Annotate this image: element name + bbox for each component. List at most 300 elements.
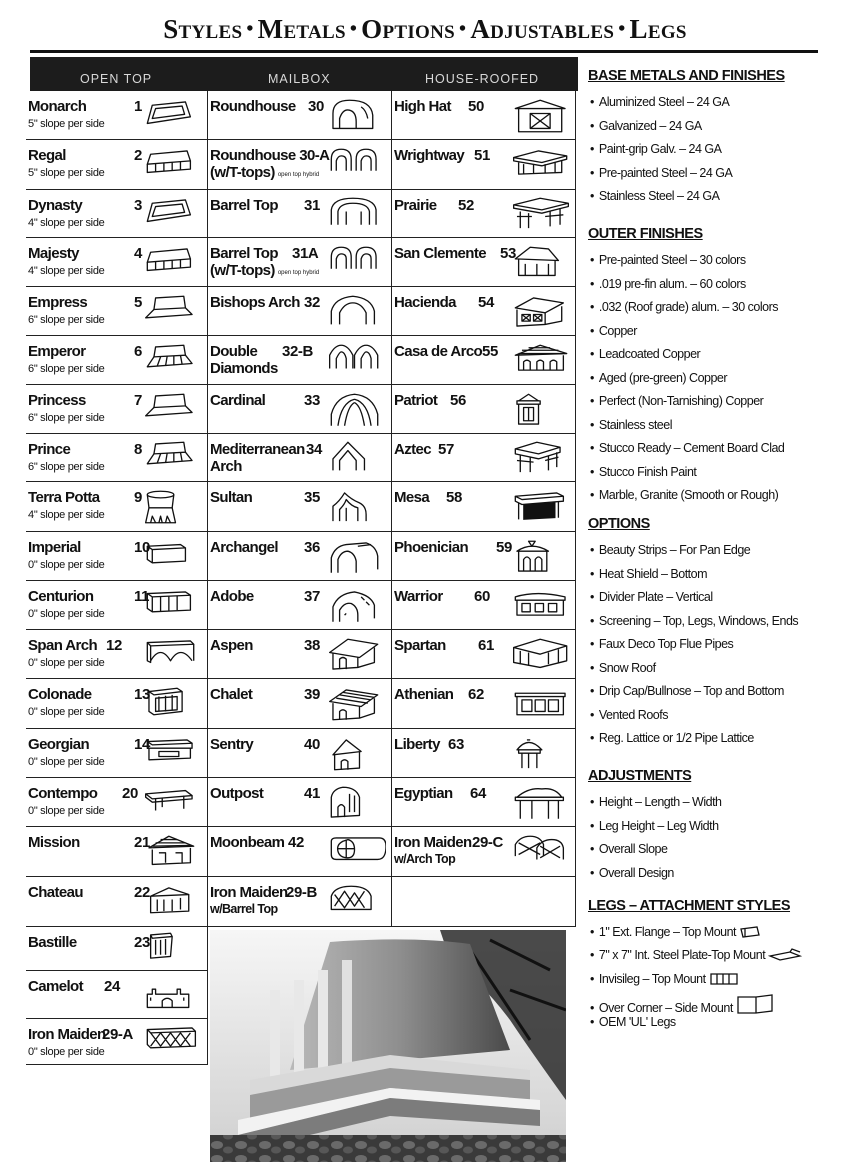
egyptian-icon (512, 785, 570, 821)
style-name-line2 (210, 164, 319, 184)
style-cell (26, 927, 208, 971)
style-cell (392, 729, 576, 778)
section-item (590, 371, 727, 385)
hip-roof-icon (512, 245, 570, 281)
pot-icon (144, 489, 202, 525)
style-cell (208, 287, 392, 336)
bullet: • (590, 276, 594, 291)
tile-roof-icon (144, 834, 202, 870)
section-item (590, 948, 802, 965)
style-name: Outpost (210, 785, 264, 802)
prairie-icon (512, 196, 570, 232)
style-name: Monarch (28, 98, 87, 115)
style-cell (26, 385, 208, 434)
style-cell (208, 482, 392, 532)
style-number: 53 (500, 245, 516, 262)
style-name: Mediterranean (210, 441, 305, 458)
section-item-text: Overall Slope (598, 842, 668, 856)
style-name: Cardinal (210, 392, 266, 409)
section-item (590, 95, 729, 109)
section-item (590, 347, 700, 361)
style-name-line2 (210, 458, 242, 475)
style-name: Prince (28, 441, 71, 458)
section-title: OUTER FINISHES (588, 226, 703, 242)
bullet: • (590, 300, 594, 314)
slope-note: 0" slope per side (28, 706, 105, 718)
style-name: Roundhouse (210, 98, 296, 115)
column-header-house-roofed: HOUSE-ROOFED (425, 72, 540, 86)
style-cell (392, 877, 576, 927)
flared-pan-icon (144, 392, 202, 428)
style-number: 38 (304, 637, 320, 654)
style-cell (392, 385, 576, 434)
liberty-icon (512, 736, 570, 772)
style-number: 50 (468, 98, 484, 115)
section-item-text: Leadcoated Copper (598, 347, 701, 361)
lattice-arch-icon (512, 834, 570, 870)
style-number: 31 (304, 197, 320, 214)
style-name: Moonbeam (210, 834, 285, 851)
style-number: 22 (134, 884, 150, 901)
bastille-icon (144, 931, 202, 967)
style-name: Camelot (28, 978, 83, 995)
section-item (590, 166, 732, 180)
style-number: 8 (134, 441, 142, 458)
slope-note: 6" slope per side (28, 461, 105, 473)
slope-note: 0" slope per side (28, 608, 105, 620)
style-cell (208, 190, 392, 238)
title-separator: • (349, 18, 358, 40)
bullet: • (590, 818, 594, 833)
style-cell (26, 1019, 208, 1065)
style-cell (392, 140, 576, 190)
style-name: Wrightway (394, 147, 465, 164)
section-item-text: Snow Roof (598, 660, 656, 675)
section-item (590, 441, 784, 455)
style-name: Chalet (210, 686, 253, 703)
section-item-text: Stainless steel (598, 417, 672, 432)
bullet: • (590, 118, 594, 133)
barrel-icon (328, 196, 386, 232)
athenian-icon (512, 686, 570, 722)
style-name: Empress (28, 294, 88, 311)
section-item (590, 993, 776, 1018)
bullet: • (590, 707, 594, 722)
style-name: Sentry (210, 736, 254, 753)
chimney-cap-photo (210, 930, 566, 1162)
bullet: • (590, 795, 594, 809)
section-item-text: Stainless Steel – 24 GA (598, 189, 720, 203)
style-cell (26, 581, 208, 630)
bullet: • (590, 488, 594, 502)
style-cell (26, 729, 208, 778)
section-item-text: Leg Height – Leg Width (598, 818, 719, 833)
bullet: • (590, 323, 594, 338)
section-title: ADJUSTMENTS (588, 768, 692, 784)
page-title (0, 14, 850, 45)
bullet: • (590, 925, 594, 939)
style-name-line2-text: Diamonds (210, 360, 278, 377)
section-item (590, 708, 668, 722)
casa-icon (512, 343, 570, 379)
style-number: 36 (304, 539, 320, 556)
lattice-barrel-icon (328, 884, 386, 920)
style-name-line2-text: (w/T-tops) (210, 164, 275, 181)
bullet: • (590, 566, 594, 581)
section-item (590, 970, 739, 989)
style-cell (26, 140, 208, 190)
style-name: Archangel (210, 539, 278, 556)
section-item-text: 1" Ext. Flange – Top Mount (598, 925, 737, 939)
bullet: • (590, 1000, 594, 1015)
arch-box-icon (144, 637, 202, 673)
style-cell (208, 729, 392, 778)
style-name: Bastille (28, 934, 77, 951)
paneled-flared-icon (144, 343, 202, 379)
patriot-icon (512, 392, 570, 428)
slope-note: 0" slope per side (28, 756, 105, 768)
style-name: Iron Maiden (210, 884, 288, 901)
style-number: 29-C (472, 834, 503, 851)
slope-note: 0" slope per side (28, 805, 105, 817)
style-name: Roundhouse 30-A (210, 147, 330, 164)
style-number: 35 (304, 489, 320, 506)
bullet: • (590, 613, 594, 628)
style-number: 34 (306, 441, 322, 458)
style-number: 9 (134, 489, 142, 506)
title-word: Metals (257, 14, 346, 44)
section-item (590, 866, 674, 880)
style-name-line2-text: (w/T-tops) (210, 262, 275, 279)
style-name: Centurion (28, 588, 94, 605)
style-cell (26, 679, 208, 729)
style-name: Barrel Top (210, 245, 278, 262)
style-cell (26, 190, 208, 238)
section-item-text: Drip Cap/Bullnose – Top and Bottom (598, 684, 784, 698)
arch-pair-icon (328, 147, 386, 183)
style-name: Princess (28, 392, 86, 409)
sultan-arch-icon (328, 489, 386, 525)
style-cell (392, 532, 576, 581)
section-item (590, 543, 750, 557)
style-number: 54 (478, 294, 494, 311)
style-name: Dynasty (28, 197, 83, 214)
style-number: 20 (122, 785, 138, 802)
style-name: Emperor (28, 343, 86, 360)
slope-note: 5" slope per side (28, 118, 105, 130)
section-item-text: Marble, Granite (Smooth or Rough) (598, 488, 779, 502)
ribbed-dome-icon (328, 392, 386, 428)
section-item-text: Vented Roofs (598, 707, 668, 722)
style-cell (392, 238, 576, 287)
flange-leg-icon (739, 925, 761, 942)
style-name: Aspen (210, 637, 253, 654)
section-item (590, 1015, 676, 1029)
style-number: 1 (134, 98, 142, 115)
plate-leg-icon (768, 948, 802, 965)
section-item-text: Pre-painted Steel – 24 GA (598, 165, 733, 180)
section-item-text: Beauty Strips – For Pan Edge (598, 543, 751, 557)
style-cell (26, 532, 208, 581)
style-cell (208, 434, 392, 482)
style-number: 14 (134, 736, 150, 753)
bullet: • (590, 347, 594, 361)
slope-note: 4" slope per side (28, 509, 105, 521)
pointed-arch-icon (328, 440, 386, 476)
bullet: • (590, 865, 594, 880)
flat-pan-icon (144, 196, 202, 232)
style-number: 40 (304, 736, 320, 753)
style-cell (26, 287, 208, 336)
style-name: Mission (28, 834, 80, 851)
style-cell (208, 877, 392, 927)
style-number: 37 (304, 588, 320, 605)
section-item (590, 189, 719, 203)
invisileg-icon (709, 970, 739, 989)
style-cell (392, 827, 576, 877)
style-name: Bishops Arch (210, 294, 300, 311)
slope-note: 0" slope per side (28, 657, 105, 669)
section-item (590, 819, 719, 833)
style-name-line2-text: w/Barrel Top (210, 902, 278, 916)
style-name: Sultan (210, 489, 253, 506)
column-header-open-top: OPEN TOP (80, 72, 153, 86)
style-cell (392, 679, 576, 729)
bullet: • (590, 590, 594, 604)
double-arch-icon (328, 343, 386, 379)
style-cell (392, 287, 576, 336)
style-cell (26, 238, 208, 287)
section-item-text: Overall Design (598, 865, 674, 880)
bullet: • (590, 370, 594, 385)
style-cell (392, 434, 576, 482)
aztec-icon (512, 440, 570, 476)
section-item (590, 637, 733, 651)
style-cell (392, 91, 576, 140)
style-number: 32-B (282, 343, 313, 360)
section-title: LEGS – ATTACHMENT STYLES (588, 898, 791, 914)
style-number: 59 (496, 539, 512, 556)
style-name: Imperial (28, 539, 81, 556)
style-cell (26, 630, 208, 679)
section-item (590, 614, 798, 628)
style-cell (392, 581, 576, 630)
section-item (590, 590, 713, 604)
section-item-text: Screening – Top, Legs, Windows, Ends (598, 613, 799, 628)
style-number: 2 (134, 147, 142, 164)
paneled-box-icon (144, 588, 202, 624)
style-name: High Hat (394, 98, 451, 115)
style-cell (26, 434, 208, 482)
style-number: 62 (468, 686, 484, 703)
style-number: 41 (304, 785, 320, 802)
style-name: Mesa (394, 489, 430, 506)
style-number: 10 (134, 539, 150, 556)
style-name-line2 (394, 851, 455, 868)
section-item (590, 795, 722, 809)
bullet: • (590, 394, 594, 408)
style-name: Georgian (28, 736, 90, 753)
style-cell (208, 385, 392, 434)
section-item-text: 7" x 7" Int. Steel Plate-Top Mount (598, 947, 766, 962)
style-number: 6 (134, 343, 142, 360)
title-separator: • (459, 18, 467, 40)
style-number: 31A (292, 245, 319, 262)
section-item (590, 567, 707, 581)
section-item-text: Heat Shield – Bottom (598, 566, 708, 581)
section-item (590, 925, 761, 942)
bullet: • (590, 441, 594, 455)
bullet: • (590, 543, 594, 557)
warrior-icon (512, 588, 570, 624)
style-name: Aztec (394, 441, 432, 458)
style-cell (392, 336, 576, 385)
slope-note: 6" slope per side (28, 314, 105, 326)
title-word: Options (361, 14, 456, 44)
style-number: 32 (304, 294, 320, 311)
archangel-icon (328, 539, 386, 575)
style-cell (208, 336, 392, 385)
section-item (590, 661, 656, 675)
style-number: 57 (438, 441, 454, 458)
chateau-icon (144, 884, 202, 920)
style-number: 42 (288, 834, 304, 851)
style-cell (208, 679, 392, 729)
section-item-text: Paint-grip Galv. – 24 GA (598, 142, 722, 156)
lattice-box-icon (144, 1024, 202, 1060)
section-item-text: Copper (598, 323, 637, 338)
style-number: 11 (134, 588, 150, 605)
outpost-icon (328, 785, 386, 821)
title-separator: • (246, 18, 254, 40)
style-name: Egyptian (394, 785, 453, 802)
style-cell (26, 91, 208, 140)
section-item-text: Stucco Finish Paint (598, 464, 697, 479)
style-cell (208, 91, 392, 140)
bullet: • (590, 253, 594, 267)
style-number: 64 (470, 785, 486, 802)
style-number: 13 (134, 686, 150, 703)
section-item-text: Galvanized – 24 GA (598, 118, 702, 133)
section-item-text: Pre-painted Steel – 30 colors (598, 253, 746, 267)
section-item-text: Perfect (Non-Tarnishing) Copper (598, 394, 764, 408)
style-name: Athenian (394, 686, 454, 703)
adobe-icon (328, 588, 386, 624)
style-cell (208, 778, 392, 827)
style-name: Patriot (394, 392, 438, 409)
flat-pan-icon (144, 98, 202, 134)
section-item (590, 418, 672, 432)
arch-pair-icon (328, 245, 386, 281)
bullet: • (590, 842, 594, 856)
slope-note: 6" slope per side (28, 363, 105, 375)
title-word: Styles (163, 14, 243, 44)
flared-pan-icon (144, 294, 202, 330)
style-name-line2 (210, 901, 278, 918)
style-name: Majesty (28, 245, 79, 262)
title-rule (30, 50, 818, 53)
section-item (590, 684, 784, 698)
section-item (590, 842, 667, 856)
style-name-line2 (210, 360, 278, 377)
section-item (590, 300, 778, 314)
style-cell (392, 482, 576, 532)
style-name: Barrel Top (210, 197, 278, 214)
style-number: 30 (308, 98, 324, 115)
style-name-line2-text: w/Arch Top (394, 852, 456, 866)
style-name: Prairie (394, 197, 437, 214)
bullet: • (590, 972, 594, 986)
style-name: Contempo (28, 785, 98, 802)
box-icon (144, 539, 202, 575)
section-item-text: .019 pre-fin alum. – 60 colors (598, 276, 746, 291)
bullet: • (590, 1015, 594, 1029)
sentry-icon (328, 736, 386, 772)
style-number: 5 (134, 294, 142, 311)
section-item-text: OEM 'UL' Legs (598, 1015, 676, 1029)
georgian-box-icon (144, 736, 202, 772)
section-item-text: Aged (pre-green) Copper (598, 370, 728, 385)
castle-icon (144, 977, 202, 1013)
section-item-text: Reg. Lattice or 1/2 Pipe Lattice (598, 731, 754, 745)
section-item (590, 488, 778, 502)
moonbeam-icon (328, 834, 386, 870)
title-word: Adjustables (470, 14, 615, 44)
section-item-text: Invisileg – Top Mount (598, 972, 706, 986)
section-item (590, 253, 746, 267)
chalet-icon (328, 686, 386, 722)
style-cell (26, 336, 208, 385)
style-name: Terra Potta (28, 489, 100, 506)
style-number: 63 (448, 736, 464, 753)
section-item-text: Stucco Ready – Cement Board Clad (598, 441, 785, 455)
style-number: 3 (134, 197, 142, 214)
style-number: 52 (458, 197, 474, 214)
paneled-pan-icon (144, 245, 202, 281)
style-name: Regal (28, 147, 66, 164)
section-item (590, 142, 721, 156)
style-cell (208, 140, 392, 190)
section-item (590, 394, 763, 408)
wrightway-icon (512, 147, 570, 183)
style-number: 29-A (102, 1026, 133, 1043)
style-name: Phoenician (394, 539, 469, 556)
spartan-icon (512, 637, 570, 673)
paneled-flared-icon (144, 440, 202, 476)
section-item (590, 465, 696, 479)
style-name: Chateau (28, 884, 83, 901)
style-cell (208, 827, 392, 877)
section-item-text: Height – Length – Width (598, 795, 722, 809)
section-item-text: Divider Plate – Vertical (598, 590, 713, 604)
paneled-pan-icon (144, 147, 202, 183)
high-hat-icon (512, 98, 570, 134)
style-name: Hacienda (394, 294, 456, 311)
column-box-icon (144, 686, 202, 722)
style-number: 60 (474, 588, 490, 605)
bullet: • (590, 95, 594, 109)
dome-icon (328, 98, 386, 134)
bullet: • (590, 464, 594, 479)
hybrid-note: open top hybrid (277, 270, 320, 276)
style-number: 21 (134, 834, 150, 851)
style-number: 4 (134, 245, 142, 262)
style-number: 61 (478, 637, 494, 654)
style-cell (208, 532, 392, 581)
corner-leg-icon (736, 993, 776, 1018)
style-cell (392, 630, 576, 679)
slope-note: 4" slope per side (28, 265, 105, 277)
